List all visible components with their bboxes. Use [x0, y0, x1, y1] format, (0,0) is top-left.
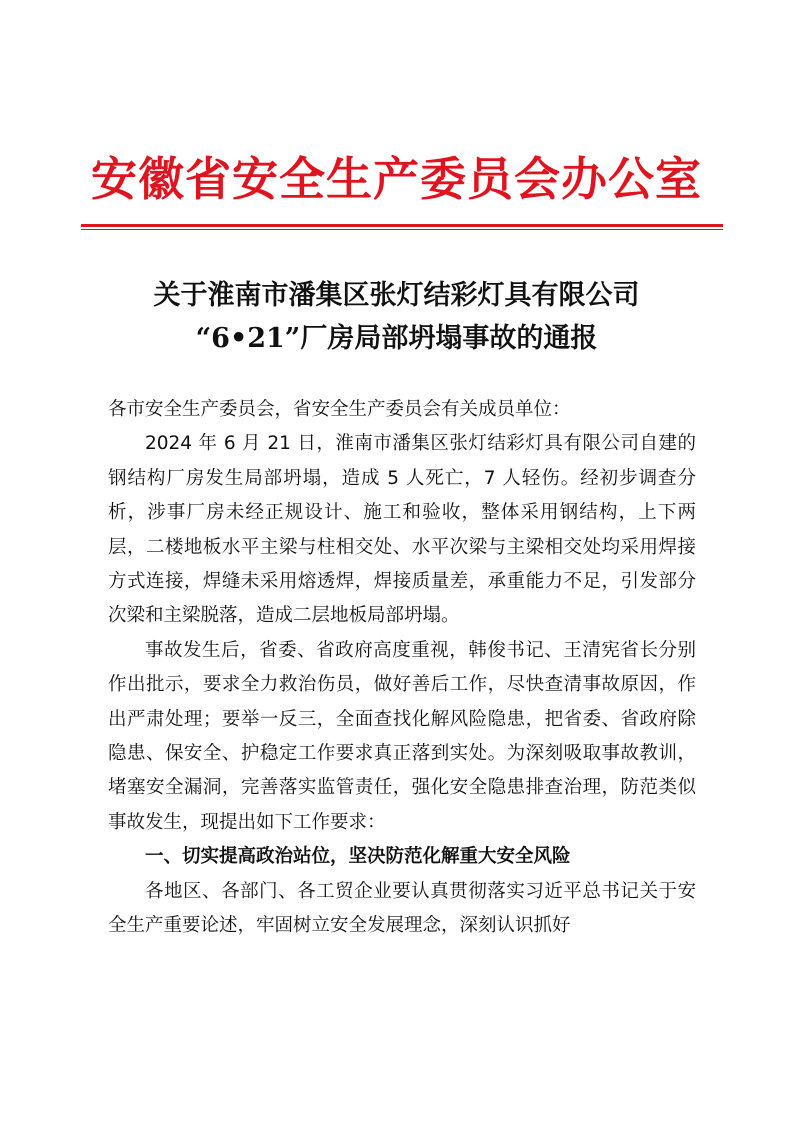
paragraph-requirements: 各地区、各部门、各工贸企业要认真贯彻落实习近平总书记关于安全生产重要论述，牢固树立安全发展理念，深刻认识抓好 [108, 880, 696, 937]
paragraph-response: 事故发生后，省委、省政府高度重视，韩俊书记、王清宪省长分别作出批示，要求全力救治伤员，做好善后工作，尽快查清事故原因，作出严肃处理；要举一反三，全面查找化解风险隐患，把省委、省政府除隐患、保安全、护稳定工作要求真正落到实处。为深刻吸取事故教训，堵塞安全漏洞，完善落实监管责任，强化安全隐患排查治理，防范类似事故发生，现提出如下工作要求： [108, 639, 696, 833]
red-divider-thin [81, 229, 723, 230]
red-divider-thick [81, 224, 723, 227]
salutation: 各市安全生产委员会，省安全生产委员会有关成员单位： [108, 399, 571, 420]
document-title-line1: 关于淮南市潘集区张灯结彩灯具有限公司 [153, 280, 640, 311]
document-title [60, 274, 733, 360]
document-title-line2: “6•21”厂房局部坍塌事故的通报 [195, 323, 598, 354]
paragraph-incident: 2024 年 6 月 21 日，淮南市潘集区张灯结彩灯具有限公司自建的钢结构厂房发生局部坍塌，造成 5 人死亡，7 人轻伤。经初步调查分析，涉事厂房未经正规设计、施工和验收，整体采用钢结构，上下两层，二楼地板水平主梁与柱相交处、水平次梁与主梁相交处均采用焊接方式连接，焊缝未采用熔透焊，焊接质量差，承重能力不足，引发部分次梁和主梁脱落，造成二层地板局部坍塌。 [108, 433, 696, 627]
organization-header: 安徽省安全生产委员会办公室 [91, 152, 702, 206]
section-heading-1: 一、切实提高政治站位，坚决防范化解重大安全风险 [145, 846, 571, 868]
document-body [108, 393, 696, 944]
